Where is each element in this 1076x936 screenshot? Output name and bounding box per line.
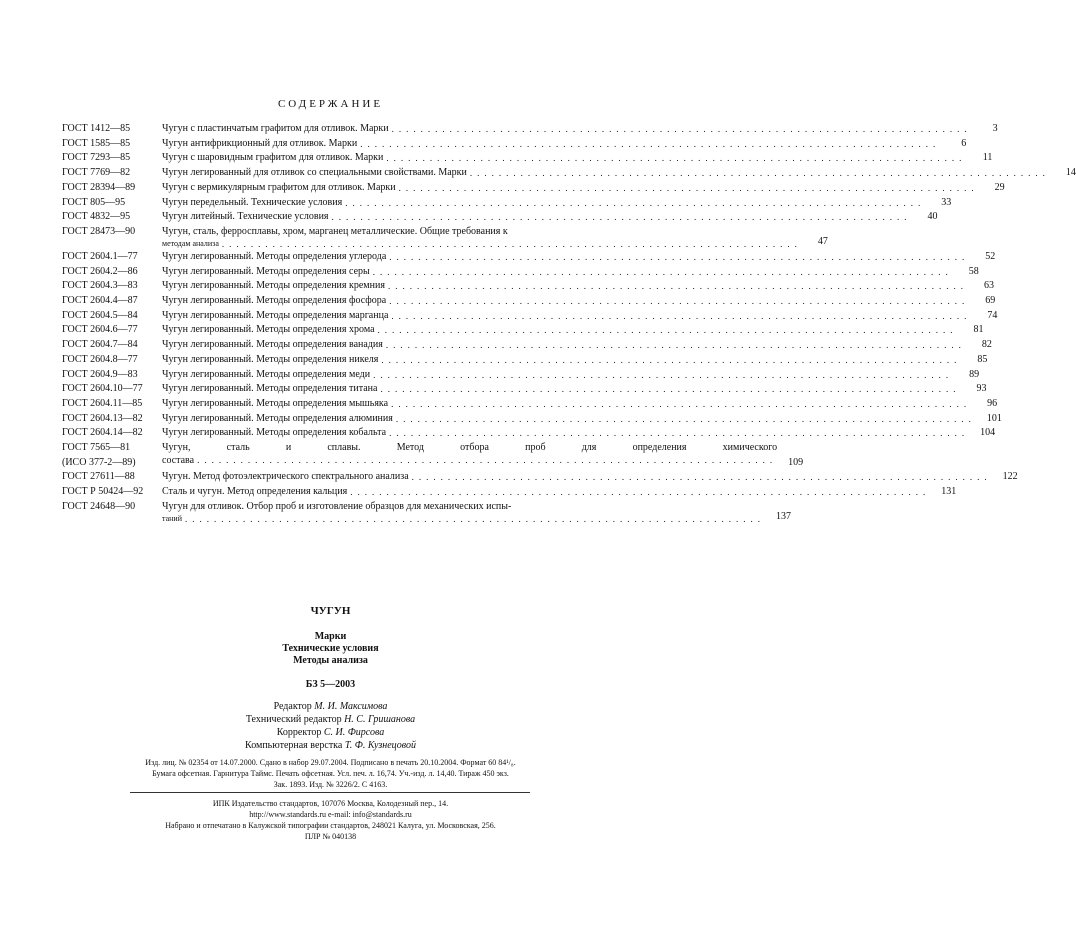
toc-entry-code	[62, 122, 162, 137]
leader-dots: ................................................................................	[373, 369, 954, 380]
toc-entry-code	[62, 353, 162, 368]
toc-entry-title	[162, 323, 958, 338]
toc-entry-title	[162, 196, 925, 211]
toc-entry-code	[62, 426, 162, 441]
subtitle-line: Технические условия	[282, 643, 379, 654]
toc-entry-title	[162, 265, 953, 280]
credit-line	[0, 726, 661, 739]
entry-title-text: Чугун для отливок. Отбор проб и изготовление образцов для механических испы-	[162, 500, 512, 512]
entry-title-text: Чугун легированный для отливок со специальными свойствами. Марки	[162, 167, 467, 179]
toc-entry-title	[162, 353, 961, 368]
toc-entry-code	[62, 485, 162, 500]
page-number: 40	[927, 211, 938, 223]
standard-number: ГОСТ 2604.11—85	[62, 397, 143, 409]
toc-entry-code	[62, 265, 162, 280]
colophon-heading: ЧУГУН	[310, 605, 351, 617]
entry-title-text: Чугун антифрикционный для отливок. Марки	[162, 137, 358, 149]
page-number: 104	[980, 427, 996, 439]
entry-title-text: Чугун передельный. Технические условия	[162, 196, 343, 208]
toc-entry-code	[62, 137, 162, 152]
credit-name: Н. С. Гришанова	[344, 714, 416, 725]
standard-number: ГОСТ 2604.6—77	[62, 324, 138, 336]
publisher-line: http://www.standards.ru e-mail: info@standards.ru	[249, 810, 412, 819]
toc-entry-title	[162, 210, 912, 225]
credit-role: Технический редактор	[245, 714, 342, 725]
toc-entry-code	[62, 181, 162, 196]
page-number: 14	[1065, 167, 1076, 179]
standard-number-alt: (ИСО 377-2—89)	[62, 456, 136, 468]
standard-number: ГОСТ 2604.8—77	[62, 353, 138, 365]
toc-entry-code	[62, 294, 162, 309]
toc-entry	[62, 294, 996, 309]
toc-entry	[62, 196, 952, 211]
toc-entry-code	[62, 470, 162, 485]
print-details	[0, 757, 661, 790]
page-number: 47	[817, 236, 828, 248]
print-line: Изд. лиц. № 02354 от 14.07.2000. Сдано в набор 29.07.2004. Подписано в печать 20.10.2004. Формат 60 84¹/₈.	[145, 758, 516, 767]
standard-number: ГОСТ 1585—85	[62, 137, 131, 149]
page-number: 29	[994, 181, 1005, 193]
toc-entry	[62, 368, 980, 383]
toc-entry	[62, 137, 967, 152]
toc-entry-title	[162, 151, 966, 166]
standard-number: ГОСТ 2604.13—82	[62, 412, 143, 424]
toc-entry-code	[62, 441, 162, 470]
standard-number: ГОСТ 2604.14—82	[62, 427, 143, 439]
toc-entry	[62, 470, 1018, 485]
toc-entry-title	[162, 441, 777, 467]
page-number: 11	[982, 152, 993, 164]
leader-dots: ................................................................................	[389, 428, 970, 439]
page-number: 69	[985, 295, 996, 307]
page-number: 3	[992, 123, 998, 134]
leader-dots: ................................................................................	[391, 310, 972, 321]
credits	[0, 700, 661, 752]
toc-entry-title	[162, 382, 960, 397]
toc-entry	[62, 210, 938, 225]
subtitle-line: Марки	[314, 631, 347, 642]
toc-entry	[62, 279, 994, 294]
toc-entry	[62, 250, 996, 265]
standard-number: ГОСТ 2604.2—86	[62, 265, 138, 277]
toc-entry	[62, 441, 804, 470]
leader-dots: ................................................................................	[345, 197, 926, 208]
page-number: 131	[941, 486, 957, 498]
standard-number: ГОСТ 7769—82	[62, 167, 131, 179]
leader-dots: ................................................................................	[197, 455, 778, 466]
standard-number: ГОСТ 7293—85	[62, 152, 131, 164]
page-number: 58	[968, 265, 979, 277]
entry-title-text: Сталь и чугун. Метод определения кальция	[162, 486, 348, 498]
page-number: 137	[776, 511, 791, 523]
entry-title-text: Чугун легированный. Методы определения алюминия	[162, 412, 393, 424]
entry-title-text: Чугун литейный. Технические условия	[162, 211, 329, 223]
standard-number: ГОСТ 27611—88	[62, 471, 135, 483]
entry-title-text: Чугун с шаровидным графитом для отливок. Марки	[162, 152, 384, 164]
entry-title-text: Чугун легированный. Методы определения меди	[162, 368, 371, 380]
page-number: 101	[986, 412, 1002, 424]
toc-entry	[62, 151, 993, 166]
page-number: 96	[987, 397, 998, 409]
entry-title-text: Чугун с вермикулярным графитом для отливок. Марки	[162, 181, 396, 193]
print-line: Бумага офсетная. Гарнитура Таймс. Печать офсетная. Усл. печ. л. 16,74. Уч.-изд. л. 14,40. Тираж 450 экз.	[152, 769, 509, 778]
standard-number: ГОСТ 28473—90	[62, 225, 136, 237]
page-number: 109	[788, 456, 804, 468]
toc-entry-title	[162, 225, 802, 250]
entry-title-continuation: методам анализа	[162, 238, 219, 248]
entry-title-text: Чугун легированный. Методы определения марганца	[162, 309, 389, 321]
print-line: Зак. 1893. Изд. № 3226/2. С 4163.	[273, 780, 388, 789]
standard-number: ГОСТ 7565—81	[62, 442, 131, 454]
entry-title-text: Чугун легированный. Методы определения хрома	[162, 324, 375, 336]
credit-role: Корректор	[276, 727, 322, 738]
toc-entry-title	[162, 250, 969, 265]
entry-title-text: Чугун легированный. Методы определения серы	[162, 265, 370, 277]
toc-entry	[62, 181, 1005, 196]
toc-entry	[62, 500, 791, 525]
page-number: 93	[976, 383, 987, 395]
toc-entry-code	[62, 151, 162, 166]
standard-number: ГОСТ 24648—90	[62, 500, 136, 512]
credit-line	[0, 700, 661, 713]
toc-entry-title	[162, 485, 930, 500]
toc-entry-code	[62, 382, 162, 397]
entry-title-text: Чугун легированный. Методы определения никеля	[162, 353, 379, 365]
toc-entry-title	[162, 470, 992, 485]
page-number: 122	[1002, 471, 1018, 483]
entry-title-text: Чугун, сталь, ферросплавы, хром, марганец металлические. Общие требования к	[162, 225, 508, 237]
leader-dots: ................................................................................	[386, 153, 967, 164]
toc-entry-title	[162, 500, 765, 525]
page-number: 63	[983, 280, 994, 292]
page-number: 74	[987, 309, 998, 321]
page-number: 6	[961, 137, 967, 149]
toc-entry-title	[162, 122, 972, 137]
leader-dots: ................................................................................	[469, 168, 1050, 179]
toc-entry-code	[62, 500, 162, 515]
credit-role: Редактор	[273, 701, 312, 712]
toc-entry-code	[62, 250, 162, 265]
toc-entry-code	[62, 225, 162, 240]
entry-title-text: Чугун, сталь и сплавы. Метод отбора проб для определения химического состава	[162, 442, 778, 467]
page-number: 85	[977, 353, 988, 365]
leader-dots: ................................................................................	[398, 182, 979, 193]
standard-number: ГОСТ Р 50424—92	[62, 486, 144, 498]
standard-number: ГОСТ 2604.10—77	[62, 383, 143, 395]
toc-entry	[62, 397, 998, 412]
leader-dots: ................................................................................	[360, 138, 941, 149]
leader-dots: ................................................................................	[185, 513, 765, 524]
toc-entry	[62, 353, 988, 368]
colophon-subtitle	[0, 631, 661, 667]
publisher-info	[0, 798, 661, 842]
credit-role: Компьютерная верстка	[245, 740, 343, 751]
page-number: 82	[981, 339, 992, 351]
toc-entry	[62, 309, 998, 324]
leader-dots: ................................................................................	[385, 340, 966, 351]
credit-name: С. И. Фирсова	[323, 727, 385, 738]
divider	[130, 792, 530, 793]
page-number: 33	[941, 196, 952, 208]
toc-entry-title	[162, 397, 971, 412]
leader-dots: ................................................................................	[387, 281, 968, 292]
toc-entry	[62, 122, 998, 137]
entry-title-continuation: таний	[162, 513, 182, 523]
entry-title-text: Чугун легированный. Методы определения кремния	[162, 280, 385, 292]
leader-dots: ................................................................................	[350, 487, 931, 498]
toc-entry-title	[162, 279, 968, 294]
leader-dots: ................................................................................	[391, 398, 972, 409]
leader-dots: ................................................................................	[395, 413, 976, 424]
entry-title-text: Чугун легированный. Методы определения кобальта	[162, 427, 387, 439]
standard-number: ГОСТ 2604.5—84	[62, 309, 138, 321]
toc-entry-title	[162, 338, 966, 353]
entry-title-text: Чугун легированный. Методы определения титана	[162, 383, 378, 395]
standard-number: ГОСТ 2604.7—84	[62, 339, 138, 351]
series-label: БЗ 5—2003	[305, 679, 356, 690]
entry-title-text: Чугун легированный. Методы определения фосфора	[162, 295, 387, 307]
toc-entry-title	[162, 294, 969, 309]
toc-entry	[62, 338, 992, 353]
publisher-line: ПЛР № 040138	[304, 832, 357, 841]
standard-number: ГОСТ 2604.3—83	[62, 280, 138, 292]
subtitle-line: Методы анализа	[293, 655, 368, 666]
toc-title: СОДЕРЖАНИЕ	[277, 98, 384, 110]
standard-number: ГОСТ 2604.4—87	[62, 295, 138, 307]
toc-entry-code	[62, 397, 162, 412]
toc-entry-code	[62, 166, 162, 181]
toc-entry	[62, 426, 996, 441]
toc-entry-title	[162, 426, 969, 441]
toc-entry-code	[62, 309, 162, 324]
leader-dots: ................................................................................	[391, 124, 972, 134]
entry-title-text: Чугун. Метод фотоэлектрического спектрального анализа	[162, 471, 409, 483]
toc-entry	[62, 382, 987, 397]
standard-number: ГОСТ 4832—95	[62, 211, 131, 223]
standard-number: ГОСТ 1412—85	[62, 123, 131, 134]
toc-entry	[62, 323, 984, 338]
toc-entry-code	[62, 279, 162, 294]
toc-entry-code	[62, 368, 162, 383]
toc-entry-code	[62, 412, 162, 427]
credit-line	[0, 713, 661, 726]
toc-entry-title	[162, 309, 971, 324]
toc-entry	[62, 166, 1076, 181]
toc-entry	[62, 225, 828, 250]
page-number: 81	[973, 324, 984, 336]
leader-dots: ................................................................................	[372, 266, 953, 277]
credit-name: Т. Ф. Кузнецовой	[344, 740, 416, 751]
toc-entry-title	[162, 181, 979, 196]
toc-entry-title	[162, 137, 940, 152]
toc-entry-code	[62, 338, 162, 353]
page-number: 89	[969, 368, 980, 380]
credit-line	[0, 739, 661, 752]
credit-name: М. И. Максимова	[314, 701, 388, 712]
standard-number: ГОСТ 28394—89	[62, 181, 136, 193]
toc-entry-code	[62, 210, 162, 225]
standard-number: ГОСТ 2604.9—83	[62, 368, 138, 380]
standard-number: ГОСТ 805—95	[62, 196, 126, 208]
leader-dots: ................................................................................	[377, 325, 958, 336]
toc-entry-title	[162, 166, 1050, 181]
toc-entry-code	[62, 323, 162, 338]
toc-entry	[62, 485, 957, 500]
entry-title-text: Чугун легированный. Методы определения мышьяка	[162, 397, 389, 409]
toc-entry-title	[162, 412, 976, 427]
toc-entry-code	[62, 196, 162, 211]
leader-dots: ................................................................................	[221, 238, 802, 249]
publisher-line: Набрано и отпечатано в Калужской типографии стандартов, 248021 Калуга, ул. Московская, 256.	[165, 821, 496, 830]
toc-entry	[62, 265, 979, 280]
leader-dots: ................................................................................	[411, 472, 992, 483]
toc-entry	[62, 412, 1002, 427]
toc-entry-title	[162, 368, 953, 383]
page-number: 52	[985, 250, 996, 262]
entry-title-text: Чугун легированный. Методы определения ванадия	[162, 339, 383, 351]
leader-dots: ................................................................................	[389, 296, 970, 307]
entry-title-text: Чугун с пластинчатым графитом для отливок. Марки	[162, 123, 389, 134]
standard-number: ГОСТ 2604.1—77	[62, 250, 138, 262]
leader-dots: ................................................................................	[381, 354, 962, 365]
leader-dots: ................................................................................	[380, 384, 961, 395]
leader-dots: ................................................................................	[389, 251, 970, 262]
publisher-line: ИПК Издательство стандартов, 107076 Москва, Колодезный пер., 14.	[212, 799, 449, 808]
toc-list	[62, 122, 1076, 525]
leader-dots: ................................................................................	[331, 212, 912, 223]
entry-title-text: Чугун легированный. Методы определения углерода	[162, 250, 387, 262]
